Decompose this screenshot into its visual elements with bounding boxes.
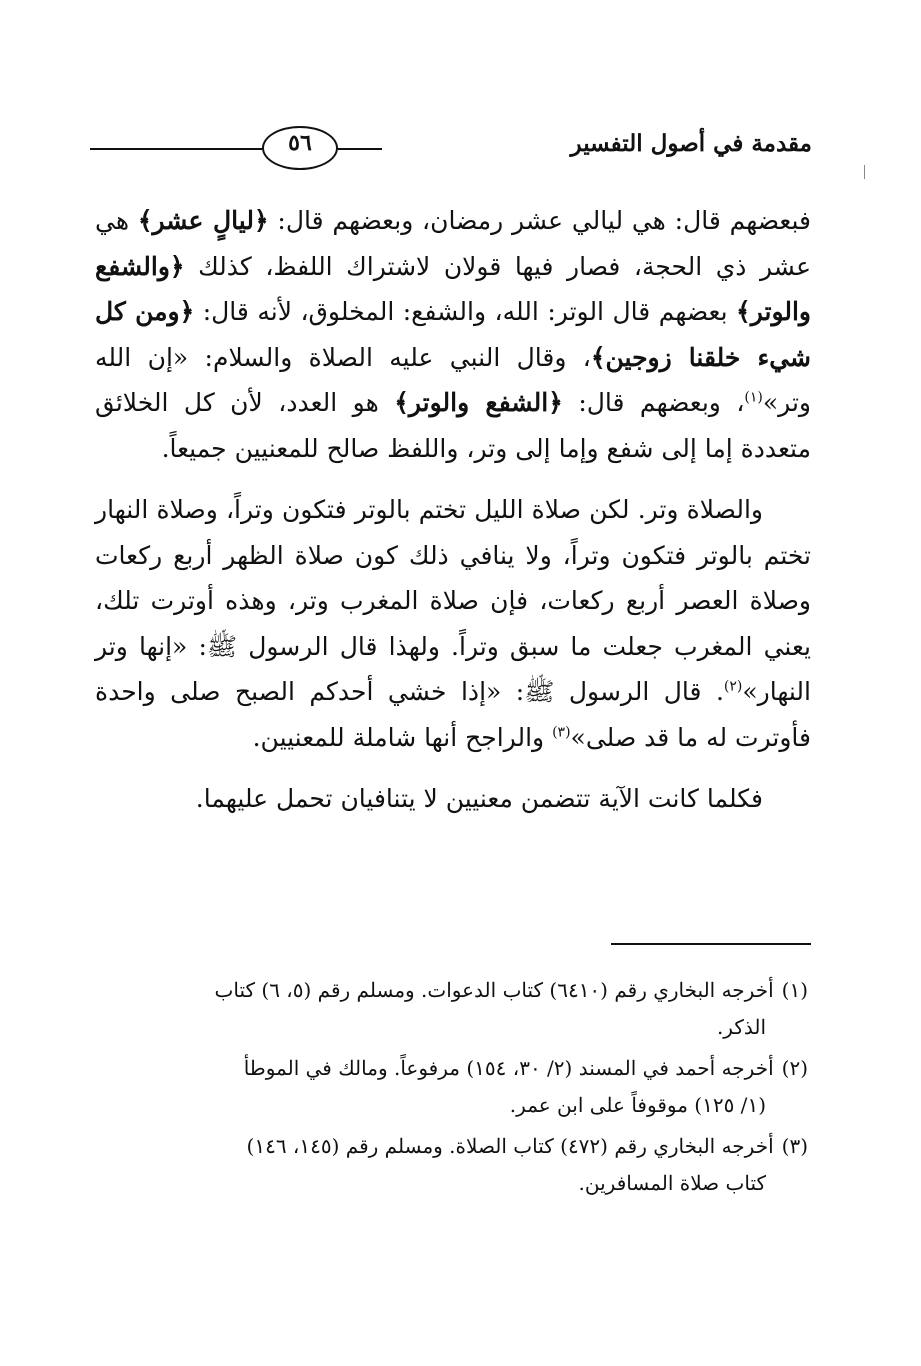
paragraph-3	[95, 776, 811, 822]
footnote-number: (٣)	[781, 1134, 808, 1158]
running-title: مقدمة في أصول التفسير	[570, 130, 812, 157]
footnote-text-continued: (١/ ١٢٥) موقوفاً على ابن عمر.	[509, 1093, 766, 1117]
footnote-1	[118, 972, 808, 1046]
footnote-3	[118, 1128, 808, 1202]
footnotes	[118, 972, 808, 1206]
quran-verse: ﴿والشفع والوتر﴾	[95, 251, 811, 326]
footnote-text-continued: الذكر.	[716, 1015, 766, 1039]
footnote-reference: (١)	[744, 389, 763, 406]
text-run: ، وقال النبي عليه الصلاة والسلام: «إن الله وتر»	[95, 342, 811, 417]
paragraph-1	[95, 198, 811, 471]
quran-verse: ﴿ومن كل شيء خلقنا زوجين﴾	[95, 297, 811, 372]
footnote-text: أخرجه البخاري رقم (٤٧٢) كتاب الصلاة. ومسلم رقم (١٤٥، ١٤٦)	[246, 1134, 774, 1158]
main-text	[95, 198, 811, 822]
page-edge-mark	[864, 165, 865, 179]
paragraph-2	[95, 487, 811, 760]
text-run: هي عشر ذي الحجة، فصار فيها قولان لاشتراك اللفظ، كذلك	[95, 206, 811, 281]
text-run: والراجح أنها شاملة للمعنيين.	[252, 722, 553, 752]
page-header	[90, 120, 812, 176]
text-run: هو العدد، لأن كل الخلائق متعددة إما إلى شفع وإما إلى وتر، واللفظ صالح للمعنيين جميعاً.	[95, 388, 811, 463]
footnote-text: أخرجه البخاري رقم (٦٤١٠) كتاب الدعوات. ومسلم رقم (٥، ٦) كتاب	[214, 978, 774, 1002]
text-run: بعضهم قال الوتر: الله، والشفع: المخلوق، لأنه قال:	[194, 297, 737, 326]
header-rule-left	[90, 148, 265, 150]
text-run: فكلما كانت الآية تتضمن معنيين لا يتنافيان تحمل عليهما.	[195, 784, 763, 813]
footnote-reference: (٣)	[552, 724, 571, 741]
quran-verse: ﴿الشفع والوتر﴾	[394, 388, 563, 417]
footnote-separator	[611, 943, 811, 945]
footnote-2	[118, 1050, 808, 1124]
header-rule-right	[337, 148, 382, 150]
quran-verse: ﴿ليالٍ عشر﴾	[137, 206, 269, 235]
footnote-text: أخرجه أحمد في المسند (٢/ ٣٠، ١٥٤) مرفوعاً. ومالك في الموطأ	[243, 1056, 774, 1080]
page-number: ٥٦	[288, 130, 312, 156]
footnote-text-continued: كتاب صلاة المسافرين.	[578, 1171, 766, 1195]
footnote-number: (١)	[781, 978, 808, 1002]
text-run: ، وبعضهم قال:	[562, 388, 745, 417]
text-run: . قال الرسول ﷺ: «إذا خشي أحدكم الصبح صلى واحدة فأوترت له ما قد صلى»	[95, 677, 811, 752]
footnote-number: (٢)	[781, 1056, 808, 1080]
footnote-reference: (٢)	[723, 678, 743, 695]
text-run: والصلاة وتر. لكن صلاة الليل تختم بالوتر فتكون وتراً، وصلاة النهار تختم بالوتر فتكون وتراً، ولا ينافي ذلك كون صلاة الظهر أربع ركعات وصلاة العصر أربع ركعات، فإن صلاة المغرب وتر، وهذه أوترت تلك، يعني المغرب جعلت ما سبق وتراً. ولهذا قال الرسول ﷺ: «إنها وتر النهار»	[95, 495, 811, 706]
text-run: فبعضهم قال: هي ليالي عشر رمضان، وبعضهم قال:	[268, 206, 811, 235]
